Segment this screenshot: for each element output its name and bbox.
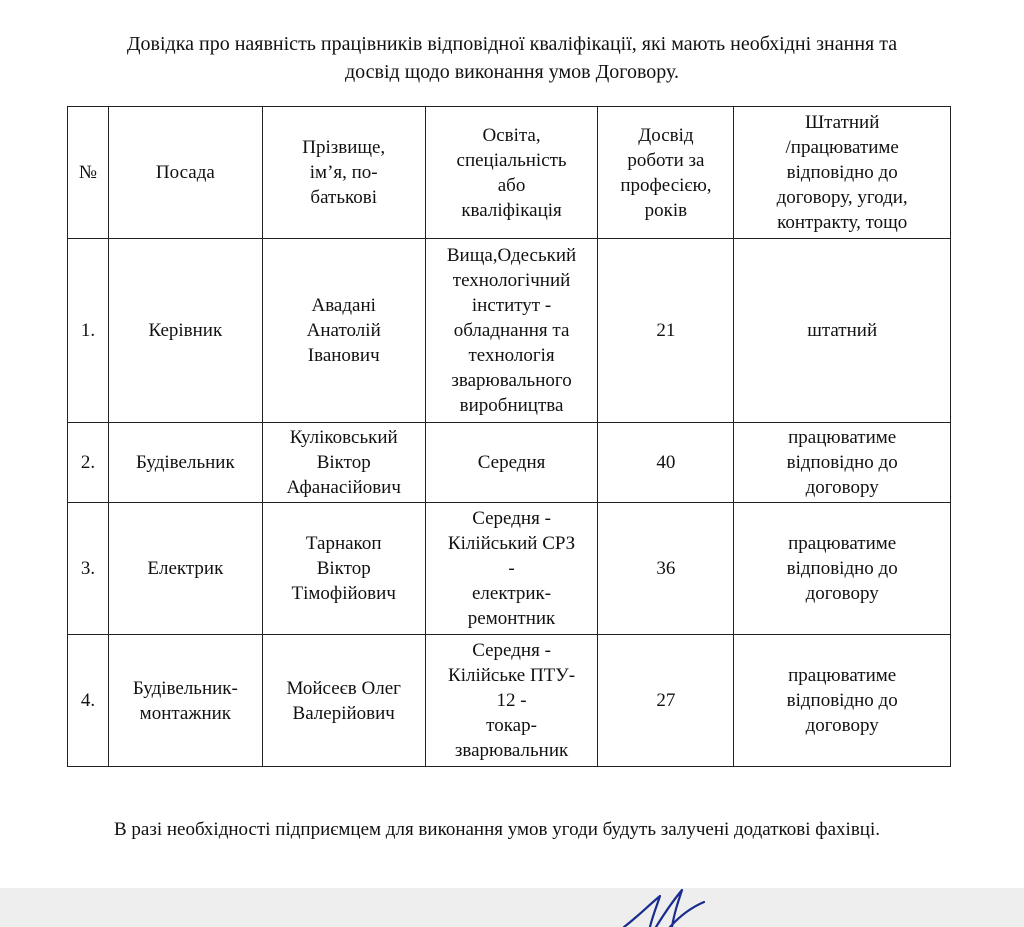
cell-status: штатний (734, 239, 951, 423)
header-experience: Досвід роботи за професією, років (598, 107, 734, 239)
cell-position: Керівник (108, 239, 262, 423)
cell-education: Вища,Одеський технологічний інститут - обладнання та технологія зварювального виробництва (425, 239, 598, 423)
cell-experience: 21 (598, 239, 734, 423)
table-row (68, 503, 951, 635)
cell-status: працюватиме відповідно до договору (734, 423, 951, 503)
cell-num: 2. (68, 423, 109, 503)
staff-table (67, 106, 951, 767)
table-header-row (68, 107, 951, 239)
cell-experience: 40 (598, 423, 734, 503)
cell-name: Куліковський Віктор Афанасійович (262, 423, 425, 503)
header-status: Штатний /працюватиме відповідно до договору, угоди, контракту, тощо (734, 107, 951, 239)
note-paragraph: В разі необхідності підприємцем для виконання умов угоди будуть залучені додаткові фахівці. (114, 819, 881, 840)
cell-position: Електрик (108, 503, 262, 635)
cell-education: Середня - Кілійський СРЗ - електрик- ремонтник (425, 503, 598, 635)
cell-status: працюватиме відповідно до договору (734, 635, 951, 767)
cell-num: 4. (68, 635, 109, 767)
cell-num: 1. (68, 239, 109, 423)
table-row (68, 635, 951, 767)
cell-experience: 27 (598, 635, 734, 767)
cell-education: Середня - Кілійське ПТУ- 12 - токар- зварювальник (425, 635, 598, 767)
cell-name: Тарнакоп Віктор Тімофійович (262, 503, 425, 635)
cell-position: Будівельник- монтажник (108, 635, 262, 767)
table-row (68, 423, 951, 503)
cell-education: Середня (425, 423, 598, 503)
cell-experience: 36 (598, 503, 734, 635)
table-row (68, 239, 951, 423)
cell-name: Авадані Анатолій Іванович (262, 239, 425, 423)
header-name: Прізвище, ім’я, по- батькові (262, 107, 425, 239)
cell-num: 3. (68, 503, 109, 635)
header-position: Посада (108, 107, 262, 239)
document-title (0, 30, 1024, 86)
title-line-1: Довідка про наявність працівників відповідної кваліфікації, які мають необхідні знання та (126, 33, 898, 55)
cell-status: працюватиме відповідно до договору (734, 503, 951, 635)
cell-position: Будівельник (108, 423, 262, 503)
cell-name: Мойсеєв Олег Валерійович (262, 635, 425, 767)
signature-icon (612, 884, 722, 927)
header-education: Освіта, спеціальність або кваліфікація (425, 107, 598, 239)
title-line-2: досвід щодо виконання умов Договору. (345, 61, 679, 83)
page-bottom-band (0, 888, 1024, 927)
header-num: № (68, 107, 109, 239)
